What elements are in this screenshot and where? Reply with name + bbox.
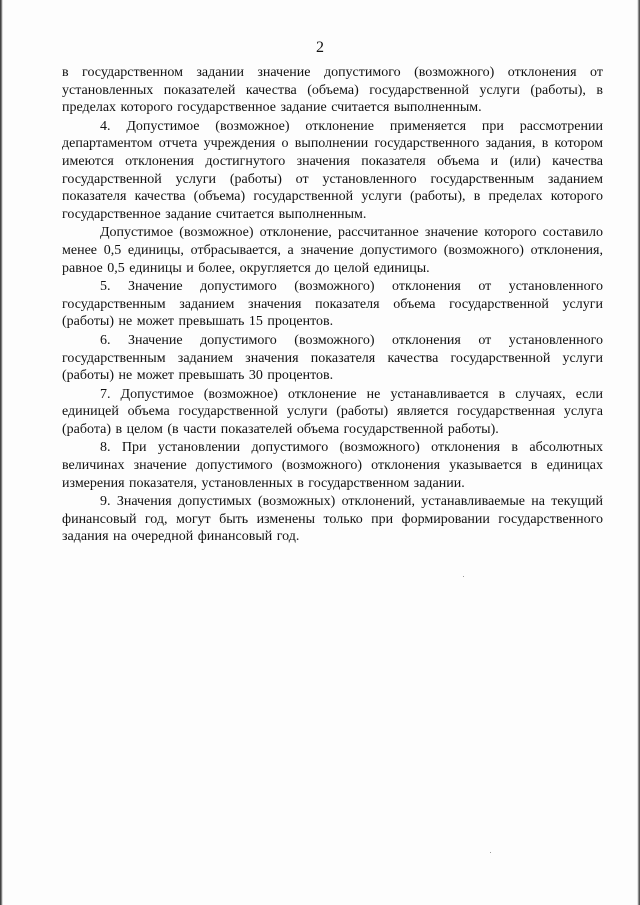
scan-speck <box>463 576 464 577</box>
paragraph-item-7: 7. Допустимое (возможное) отклонение не устанавливается в случаях, если единицей объема государственной услуги (работы) является государственная услуга (работа) в целом (в части показателей объема государственной работы). <box>62 386 603 437</box>
paragraph-continuation: в государственном задании значение допустимого (возможного) отклонения от установленных показателей качества (объема) государственной услуги (работы), в пределах которого государственное задание считается выполненным. <box>62 65 603 116</box>
paragraph-item-9: 9. Значения допустимых (возможных) отклонений, устанавливаемые на текущий финансовый год, могут быть изменены только при формировании государственного задания на очередной финансовый год. <box>62 494 603 545</box>
page-number: 2 <box>316 39 324 56</box>
paragraph-item-5: 5. Значение допустимого (возможного) отклонения от установленного государственным заданием значения показателя объема государственной услуги (работы) не может превышать 15 процентов. <box>62 279 603 330</box>
document-body <box>62 64 603 547</box>
paragraph-item-4: 4. Допустимое (возможное) отклонение применяется при рассмотрении департаментом отчета учреждения о выполнении государственного задания, в котором имеются отклонения достигнутого значения показателя объема и (или) качества государственной услуги (работы) от установленного государственным заданием показателя качества (объема) государственной услуги (работы), в пределах которого государственное задание считается выполненным. <box>62 118 603 222</box>
scan-speck <box>490 852 491 853</box>
paragraph-item-6: 6. Значение допустимого (возможного) отклонения от установленного государственным заданием значения показателя качества государственной услуги (работы) не может превышать 30 процентов. <box>62 332 603 384</box>
scan-edge-left <box>0 0 3 905</box>
paragraph-item-8: 8. При установлении допустимого (возможного) отклонения в абсолютных величинах значение допустимого (возможного) отклонения указывается в единицах измерения показателя, установленных в государственном задании. <box>62 440 603 491</box>
paragraph-rounding-rule: Допустимое (возможное) отклонение, рассчитанное значение которого составило менее 0,5 единицы, отбрасывается, а значение допустимого (возможного) отклонения, равное 0,5 единицы и более, округляется до целой единицы. <box>62 225 603 276</box>
